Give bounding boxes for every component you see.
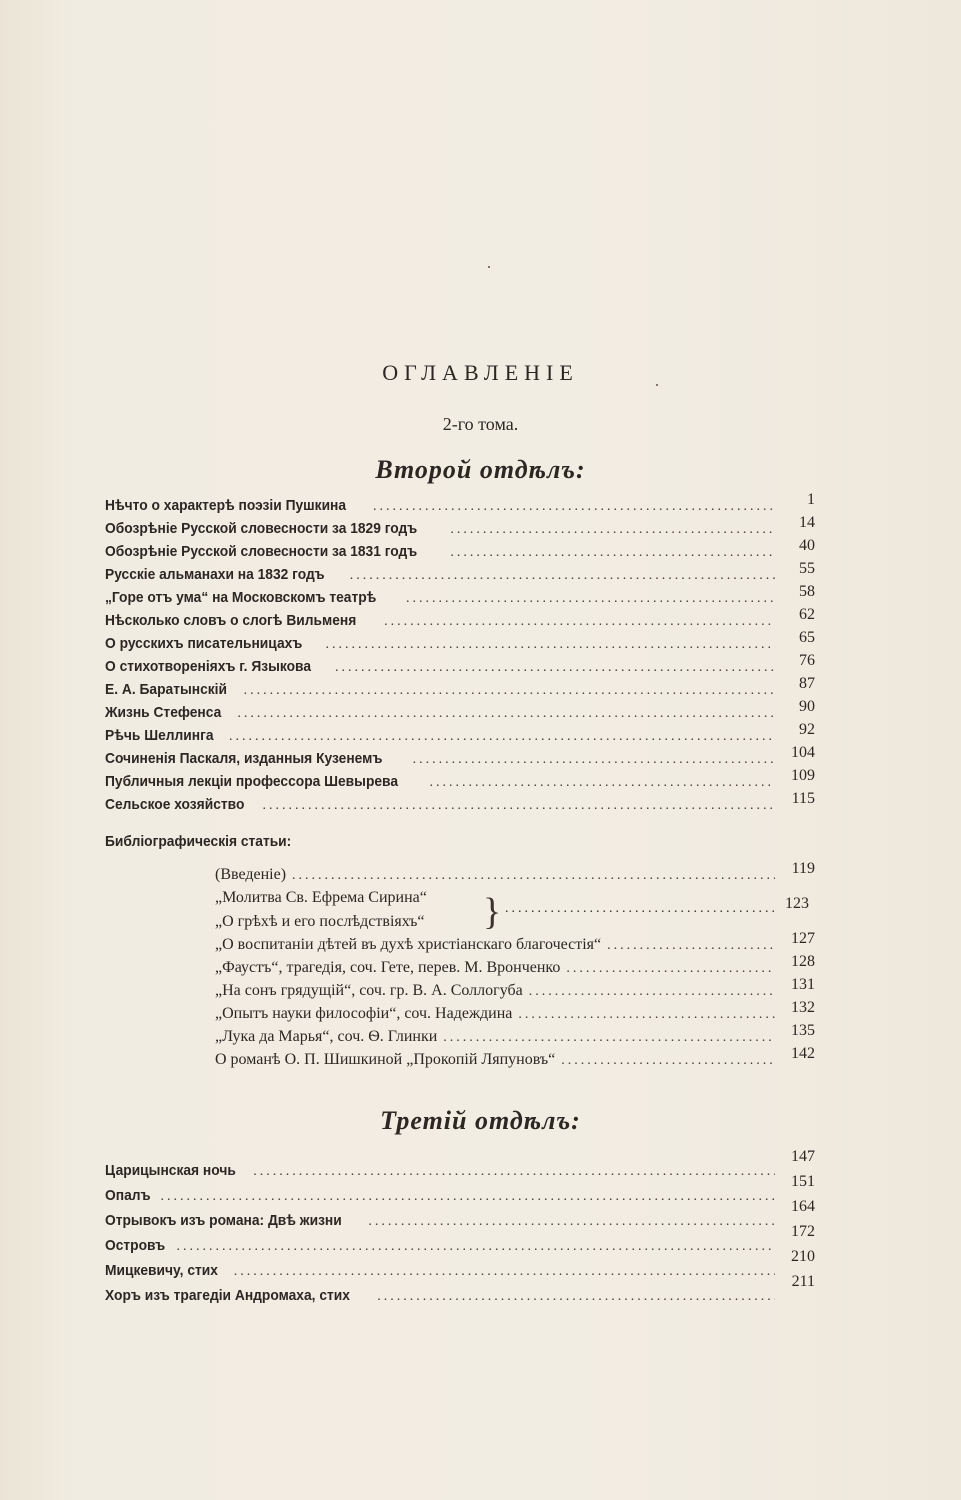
entry-title: „Опытъ науки философіи“, соч. Надеждина [215, 1005, 513, 1022]
toc-subentry [215, 1045, 815, 1075]
toc-entry [105, 1248, 815, 1286]
toc-entry [105, 1148, 815, 1186]
leader-dots [529, 984, 775, 1000]
entry-title: Публичныя лекціи профессора Шевырева [105, 773, 399, 790]
entry-page: 65 [799, 629, 815, 646]
entry-page: 210 [791, 1248, 815, 1265]
entry-page: 40 [799, 537, 815, 554]
leader-dots [607, 938, 775, 954]
entry-page: 164 [791, 1198, 815, 1215]
entry-title: Нѣсколько словъ о слогѣ Вильменя [105, 612, 357, 629]
toc-entry [105, 514, 815, 544]
brace-symbol: } [483, 891, 502, 933]
leader-dots [373, 499, 775, 515]
leader-dots [384, 614, 775, 630]
leader-dots [350, 568, 775, 584]
leader-dots [229, 729, 775, 745]
entry-page: 14 [799, 514, 815, 531]
entry-title: „На сонъ грядущій“, соч. гр. В. А. Соллогуба [215, 982, 523, 999]
entry-page: 119 [791, 860, 815, 877]
toc-entry [105, 790, 815, 820]
entry-title: „Фаустъ“, трагедія, соч. Гете, перев. М. Вронченко [215, 959, 561, 976]
entry-page: 142 [791, 1045, 815, 1062]
leader-dots [176, 1239, 775, 1255]
toc-entry [105, 1273, 815, 1311]
entry-title: Обозрѣніе Русской словесности за 1831 годъ [105, 543, 418, 560]
leader-dots [326, 637, 775, 653]
entry-page: 135 [791, 1022, 815, 1039]
leader-dots [335, 660, 775, 676]
section-three-heading: Третій отдѣлъ: [380, 1106, 581, 1135]
entry-page: 151 [791, 1173, 815, 1190]
toc-subentry [215, 930, 815, 960]
entry-page: 131 [791, 976, 815, 993]
entry-title: О романѣ О. П. Шишкиной „Прокопій Ляпуновъ“ [215, 1051, 556, 1068]
toc-entry [105, 606, 815, 636]
entry-title: Нѣчто о характерѣ поэзіи Пушкина [105, 497, 347, 514]
leader-dots [244, 683, 775, 699]
volume-subtitle: 2-го тома. [442, 414, 519, 434]
entry-title: Хоръ изъ трагедіи Андромаха, стих [105, 1287, 350, 1304]
entry-page: 55 [799, 560, 815, 577]
toc-entry [105, 491, 815, 521]
entry-title: Островъ [105, 1237, 166, 1254]
leader-dots [406, 591, 775, 607]
toc-subentry [215, 976, 815, 1006]
entry-title: Сочиненія Паскаля, изданныя Кузенемъ [105, 750, 383, 767]
leader-dots [505, 901, 775, 917]
bracketed-entry-pair [215, 889, 815, 937]
toc-entry [105, 583, 815, 613]
toc-subentry [215, 999, 815, 1029]
entry-page: 1 [807, 491, 815, 508]
entry-title: Рѣчь Шеллинга [105, 727, 214, 744]
toc-entry [105, 675, 815, 705]
entry-title: Отрывокъ изъ романа: Двѣ жизни [105, 1212, 342, 1229]
entry-title: „Горе отъ ума“ на Московскомъ театрѣ [105, 589, 377, 606]
leader-dots [450, 545, 775, 561]
leader-dots [443, 1030, 775, 1046]
leader-dots [292, 868, 775, 884]
entry-page: 92 [799, 721, 815, 738]
leader-dots [450, 522, 775, 538]
leader-dots [234, 1264, 775, 1280]
leader-dots [566, 961, 775, 977]
toc-entry [105, 767, 815, 797]
entry-title: Жизнь Стефенса [105, 704, 222, 721]
toc-entry [105, 744, 815, 774]
entry-title: О русскихъ писательницахъ [105, 635, 303, 652]
entry-title: „Молитва Св. Ефрема Сирина“ [215, 889, 427, 906]
entry-title: (Введеніе) [215, 866, 287, 883]
toc-title: ОГЛАВЛЕНІЕ [382, 360, 579, 385]
entry-title: Обозрѣніе Русской словесности за 1829 годъ [105, 520, 418, 537]
ink-speck [488, 266, 490, 268]
entry-page: 109 [791, 767, 815, 784]
entry-page: 147 [791, 1148, 815, 1165]
toc-entry [105, 629, 815, 659]
section-two-heading: Второй отдѣлъ: [375, 455, 586, 484]
toc-entry [105, 1198, 815, 1236]
entry-title: Сельское хозяйство [105, 796, 245, 813]
toc-entry [105, 1223, 815, 1261]
entry-page: 127 [791, 930, 815, 947]
toc-entry [105, 537, 815, 567]
entry-page: 172 [791, 1223, 815, 1240]
leader-dots [237, 706, 775, 722]
entry-page: 115 [791, 790, 815, 807]
toc-subentry [215, 953, 815, 983]
entry-title: „О грѣхѣ и его послѣдствіяхъ“ [215, 913, 425, 930]
entry-page: 62 [799, 606, 815, 623]
entry-title: Русскіе альманахи на 1832 годъ [105, 566, 325, 583]
toc-subentry [215, 1022, 815, 1052]
entry-page: 87 [799, 675, 815, 692]
entry-title: Мицкевичу, стих [105, 1262, 218, 1279]
entry-title: Е. А. Баратынскій [105, 681, 227, 698]
entry-page: 76 [799, 652, 815, 669]
entry-page: 123 [785, 895, 809, 912]
entry-title: Царицынская ночь [105, 1162, 236, 1179]
leader-dots [561, 1053, 775, 1069]
toc-entry [105, 721, 815, 751]
entry-title: „О воспитаніи дѣтей въ духѣ христіанскаго благочестія“ [215, 936, 602, 953]
leader-dots [377, 1289, 775, 1305]
leader-dots [430, 775, 775, 791]
leader-dots [253, 1164, 775, 1180]
leader-dots [518, 1007, 775, 1023]
leader-dots [413, 752, 775, 768]
biblio-heading: Библіографическія статьи: [105, 833, 292, 850]
leader-dots [161, 1189, 775, 1205]
entry-page: 211 [791, 1273, 815, 1290]
entry-title: „Лука да Марья“, соч. Ѳ. Глинки [215, 1028, 438, 1045]
toc-entry [105, 560, 815, 590]
toc-entry [105, 698, 815, 728]
toc-entry [105, 1173, 815, 1211]
leader-dots [368, 1214, 775, 1230]
entry-page: 104 [791, 744, 815, 761]
entry-page: 58 [799, 583, 815, 600]
entry-title: О стихотвореніяхъ г. Языкова [105, 658, 312, 675]
entry-page: 132 [791, 999, 815, 1016]
entry-title: Опалъ [105, 1187, 151, 1204]
toc-subentry [215, 860, 815, 890]
toc-entry [105, 652, 815, 682]
entry-page: 128 [791, 953, 815, 970]
entry-page: 90 [799, 698, 815, 715]
leader-dots [263, 798, 776, 814]
